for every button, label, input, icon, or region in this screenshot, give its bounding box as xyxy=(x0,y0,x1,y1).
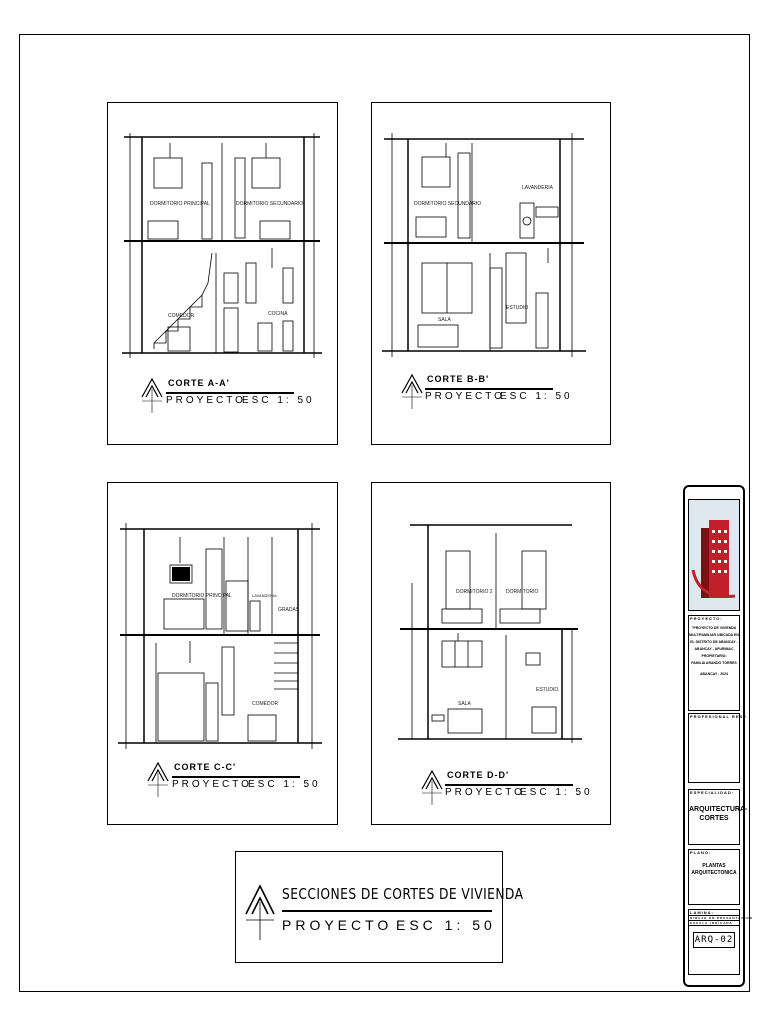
sheet-proyecto-label: PROYECTO xyxy=(282,917,393,933)
section-drawing-c xyxy=(108,483,337,824)
room-label: COCINA xyxy=(268,311,288,317)
room-label: LAVANDERIA xyxy=(522,185,553,191)
sheet-number-cell xyxy=(688,909,753,975)
room-label: LAVANDERIA xyxy=(252,593,277,598)
section-title: CORTE A-A' xyxy=(168,378,230,388)
title-underline xyxy=(172,776,300,778)
room-label: DORMITORIO PRINCIPAL xyxy=(150,201,210,207)
proyecto-line: PROPIETARIO: xyxy=(701,654,727,658)
section-logo-icon xyxy=(146,759,170,799)
section-scale-label: ESC 1: 50 xyxy=(248,779,321,790)
section-panel-b xyxy=(371,102,611,445)
proyecto-text xyxy=(689,621,739,678)
proyecto-line: "PROYECTO DE VIVIENDA xyxy=(691,626,737,630)
section-logo-icon xyxy=(420,767,444,807)
especialidad-value xyxy=(689,795,748,823)
section-title: CORTE D-D' xyxy=(447,770,510,780)
sheet-head: LAMINA: xyxy=(689,910,739,916)
room-label: ESTUDIO xyxy=(536,687,559,693)
painting-icon xyxy=(172,567,190,581)
section-proyecto-label: PROYECTO xyxy=(172,779,252,790)
room-label: DORMITORIO SECUNDARIO xyxy=(414,201,482,207)
profesional-head: PROFESIONAL RESP. xyxy=(690,714,749,719)
proyecto-line: ABANCAY - APURIMAC xyxy=(694,647,734,651)
section-scale-label: ESC 1: 50 xyxy=(520,787,593,798)
section-title: CORTE C-C' xyxy=(174,762,237,772)
section-scale-label: ESC 1: 50 xyxy=(500,391,573,402)
plano-line: PLANTAS xyxy=(702,863,726,869)
sheet-title-underline xyxy=(282,910,492,912)
room-label: COMEDOR xyxy=(252,701,279,707)
sheet-title-box xyxy=(235,851,524,963)
proyecto-line: EL DISTRITO DE ABANCAY - xyxy=(690,640,738,644)
sheet-title: SECCIONES DE CORTES DE VIVIENDA xyxy=(282,885,524,903)
especialidad-line: CORTES xyxy=(699,815,729,822)
especialidad-head: ESPECIALIDAD: xyxy=(690,790,735,795)
sheet-sub1: DIBUJO EN PRESENTACION xyxy=(690,916,753,920)
proyecto-line: FAMILIA ARANDO TORRES xyxy=(691,661,737,665)
sheet-sub2: ESCALA INDICADA xyxy=(689,921,739,926)
section-scale-label: ESC 1: 50 xyxy=(242,395,315,406)
section-panel-c xyxy=(107,482,338,825)
sheet-logo-icon xyxy=(244,882,276,942)
title-underline xyxy=(425,388,553,390)
plano-value xyxy=(689,855,739,877)
room-label: DORMITORIO SECUNDARIO xyxy=(236,201,304,207)
section-logo-icon xyxy=(140,375,164,415)
sheet-number: ARQ-02 xyxy=(693,932,735,948)
section-panel-a xyxy=(107,102,338,445)
title-underline xyxy=(445,784,573,786)
room-label: COMEDOR xyxy=(168,313,195,319)
proyecto-line: MULTIFAMILIAR UBICADA EN xyxy=(689,633,739,637)
room-label: SALA xyxy=(458,701,471,707)
room-label: DORMITORIO 2 xyxy=(456,589,493,595)
section-proyecto-label: PROYECTO xyxy=(425,391,505,402)
room-label: DORMITORIO PRINCIPAL xyxy=(172,593,232,599)
profesional-cell xyxy=(688,713,749,783)
section-proyecto-label: PROYECTO xyxy=(445,787,525,798)
especialidad-line: ARQUITECTURA- xyxy=(689,806,748,813)
room-label: SALA xyxy=(438,317,451,323)
company-logo-cell xyxy=(688,499,740,611)
plano-line: ARQUITECTONICA xyxy=(691,870,737,876)
section-proyecto-label: PROYECTO xyxy=(166,395,246,406)
room-label: GRADAS xyxy=(278,607,300,613)
title-block xyxy=(683,485,753,987)
section-panel-d xyxy=(371,482,611,825)
proyecto-cell xyxy=(688,615,740,711)
room-label: ESTUDIO xyxy=(506,305,529,311)
proyecto-line: ABANCAY - 2024 xyxy=(699,672,728,676)
section-logo-icon xyxy=(400,371,424,411)
sheet-scale-label: ESC 1: 50 xyxy=(396,917,496,933)
especialidad-cell xyxy=(688,789,748,845)
section-title: CORTE B-B' xyxy=(427,374,490,384)
title-underline xyxy=(166,392,294,394)
plano-head: PLANO: xyxy=(690,850,712,855)
proyecto-head: PROYECTO: xyxy=(690,616,723,621)
company-logo-icon xyxy=(689,500,739,610)
room-label: DORMITORIO xyxy=(506,589,539,595)
plano-cell xyxy=(688,849,740,905)
